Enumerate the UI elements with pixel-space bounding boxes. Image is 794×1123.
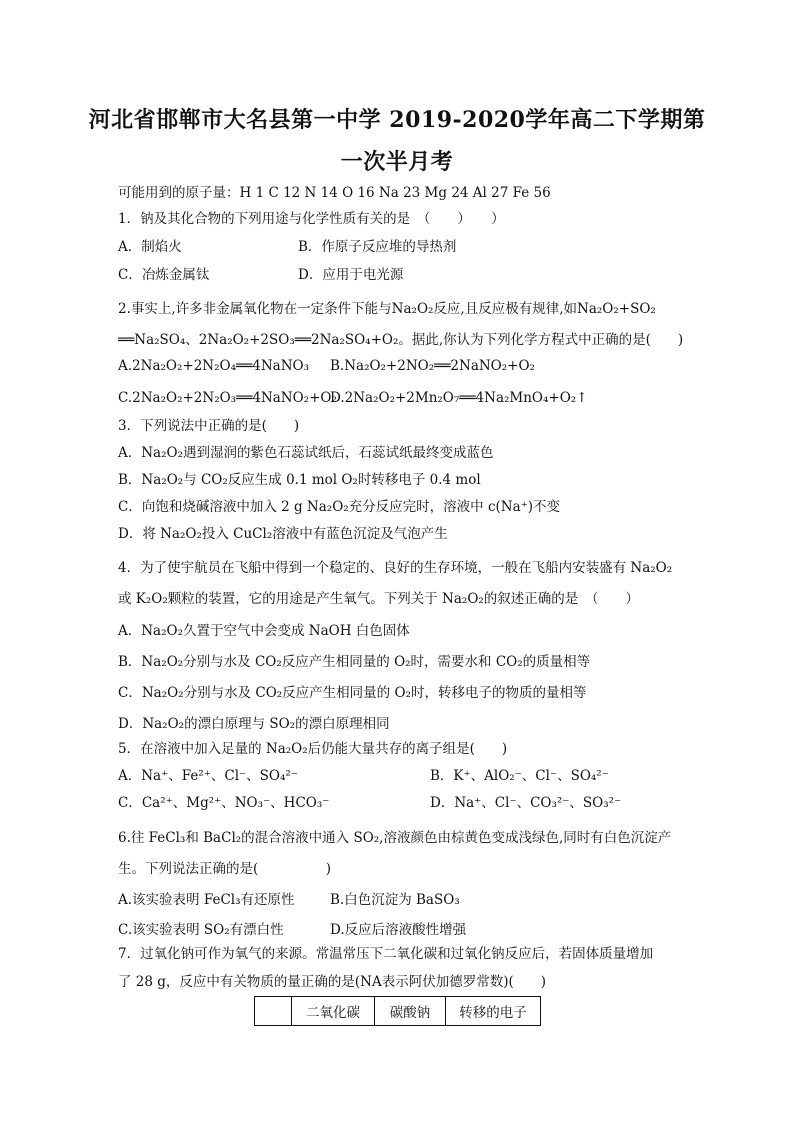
question-3-stem: 3．下列说法中正确的是( ): [118, 418, 300, 434]
question-4-option-a: A．Na₂O₂久置于空气中会变成 NaOH 白色固体: [118, 623, 410, 639]
question-1-option-b: B．作原子反应堆的导热剂: [298, 239, 457, 255]
question-2-option-d: D.2Na₂O₂+2Mn₂O₇══4Na₂MnO₄+O₂↑: [330, 390, 588, 406]
question-1-option-c: C．冶炼金属钛: [118, 267, 210, 283]
atomic-masses: 可能用到的原子量：H 1 C 12 N 14 O 16 Na 23 Mg 24 Al 27 Fe 56: [118, 185, 551, 201]
table-header-cell: 二氧化碳: [292, 997, 375, 1026]
table-header-cell: [255, 997, 292, 1026]
table-header-row: [255, 997, 541, 1026]
question-5-stem: 5．在溶液中加入足量的 Na₂O₂后仍能大量共存的离子组是( ): [118, 741, 508, 757]
question-4-option-c: C．Na₂O₂分别与水及 CO₂反应产生相同量的 O₂时，转移电子的物质的量相等: [118, 685, 587, 701]
question-2-option-c: C.2Na₂O₂+2N₂O₃══4NaNO₂+O₂: [118, 390, 337, 406]
question-4-stem-line2: 或 K₂O₂颗粒的装置，它的用途是产生氧气。下列关于 Na₂O₂的叙述正确的是 （ ）: [118, 591, 640, 607]
question-6-option-d: D.反应后溶液酸性增强: [330, 922, 467, 938]
page-subtitle: 一次半月考: [340, 149, 454, 175]
question-2-option-a: A.2Na₂O₂+2N₂O₄══4NaNO₃: [118, 358, 309, 374]
question-4-stem-line1: 4．为了使宇航员在飞船中得到一个稳定的、良好的生存环境，一般在飞船内安装盛有 Na₂O₂: [118, 560, 673, 576]
question-3-option-a: A．Na₂O₂遇到湿润的紫色石蕊试纸后，石蕊试纸最终变成蓝色: [118, 445, 494, 461]
question-5-option-d: D．Na⁺、Cl⁻、CO₃²⁻、SO₃²⁻: [430, 795, 622, 811]
question-1-stem: 1．钠及其化合物的下列用途与化学性质有关的是 （ ） ）: [118, 211, 505, 227]
question-6-stem-line1: 6.往 FeCl₃和 BaCl₂的混合溶液中通入 SO₂,溶液颜色由棕黄色变成浅绿色,同时有白色沉淀产: [118, 830, 672, 846]
question-7-stem-line1: 7．过氧化钠可作为氧气的来源。常温常压下二氧化碳和过氧化钠反应后，若固体质量增加: [118, 946, 654, 962]
question-6-option-c: C.该实验表明 SO₂有漂白性: [118, 922, 284, 938]
question-5-option-c: C．Ca²⁺、Mg²⁺、NO₃⁻、HCO₃⁻: [118, 795, 330, 811]
question-5-option-a: A．Na⁺、Fe²⁺、Cl⁻、SO₄²⁻: [118, 768, 298, 784]
question-3-option-c: C．向饱和烧碱溶液中加入 2 g Na₂O₂充分反应完时，溶液中 c(Na⁺)不变: [118, 499, 561, 515]
question-7-answer-table: [254, 996, 541, 1026]
question-4-option-d: D．Na₂O₂的漂白原理与 SO₂的漂白原理相同: [118, 716, 390, 732]
question-3-option-d: D．将 Na₂O₂投入 CuCl₂溶液中有蓝色沉淀及气泡产生: [118, 526, 448, 542]
question-6-option-a: A.该实验表明 FeCl₃有还原性: [118, 892, 295, 908]
question-5-option-b: B．K⁺、AlO₂⁻、Cl⁻、SO₄²⁻: [430, 768, 609, 784]
question-6-option-b: B.白色沉淀为 BaSO₃: [330, 892, 460, 908]
question-6-stem-line2: 生。下列说法正确的是( ): [118, 861, 332, 877]
question-3-option-b: B．Na₂O₂与 CO₂反应生成 0.1 mol O₂时转移电子 0.4 mol: [118, 472, 481, 488]
question-7-stem-line2: 了 28 g，反应中有关物质的量正确的是(NA表示阿伏加德罗常数)( ): [118, 974, 547, 990]
table-header-cell: 碳酸钠: [375, 997, 446, 1026]
page-title: 河北省邯郸市大名县第一中学 2019-2020学年高二下学期第: [88, 107, 706, 133]
question-1-option-a: A．制焰火: [118, 239, 182, 255]
question-4-option-b: B．Na₂O₂分别与水及 CO₂反应产生相同量的 O₂时，需要水和 CO₂的质量相等: [118, 654, 591, 670]
question-2-stem-line2: ══Na₂SO₄、2Na₂O₂+2SO₃══2Na₂SO₄+O₂。据此,你认为下列化学方程式中正确的是( ): [118, 332, 684, 348]
question-2-stem-line1: 2.事实上,许多非金属氧化物在一定条件下能与Na₂O₂反应,且反应极有规律,如Na₂O₂+SO₂: [118, 301, 656, 317]
question-2-option-b: B.Na₂O₂+2NO₂══2NaNO₂+O₂: [330, 358, 535, 374]
table-header-cell: 转移的电子: [446, 997, 541, 1026]
question-1-option-d: D．应用于电光源: [298, 267, 404, 283]
